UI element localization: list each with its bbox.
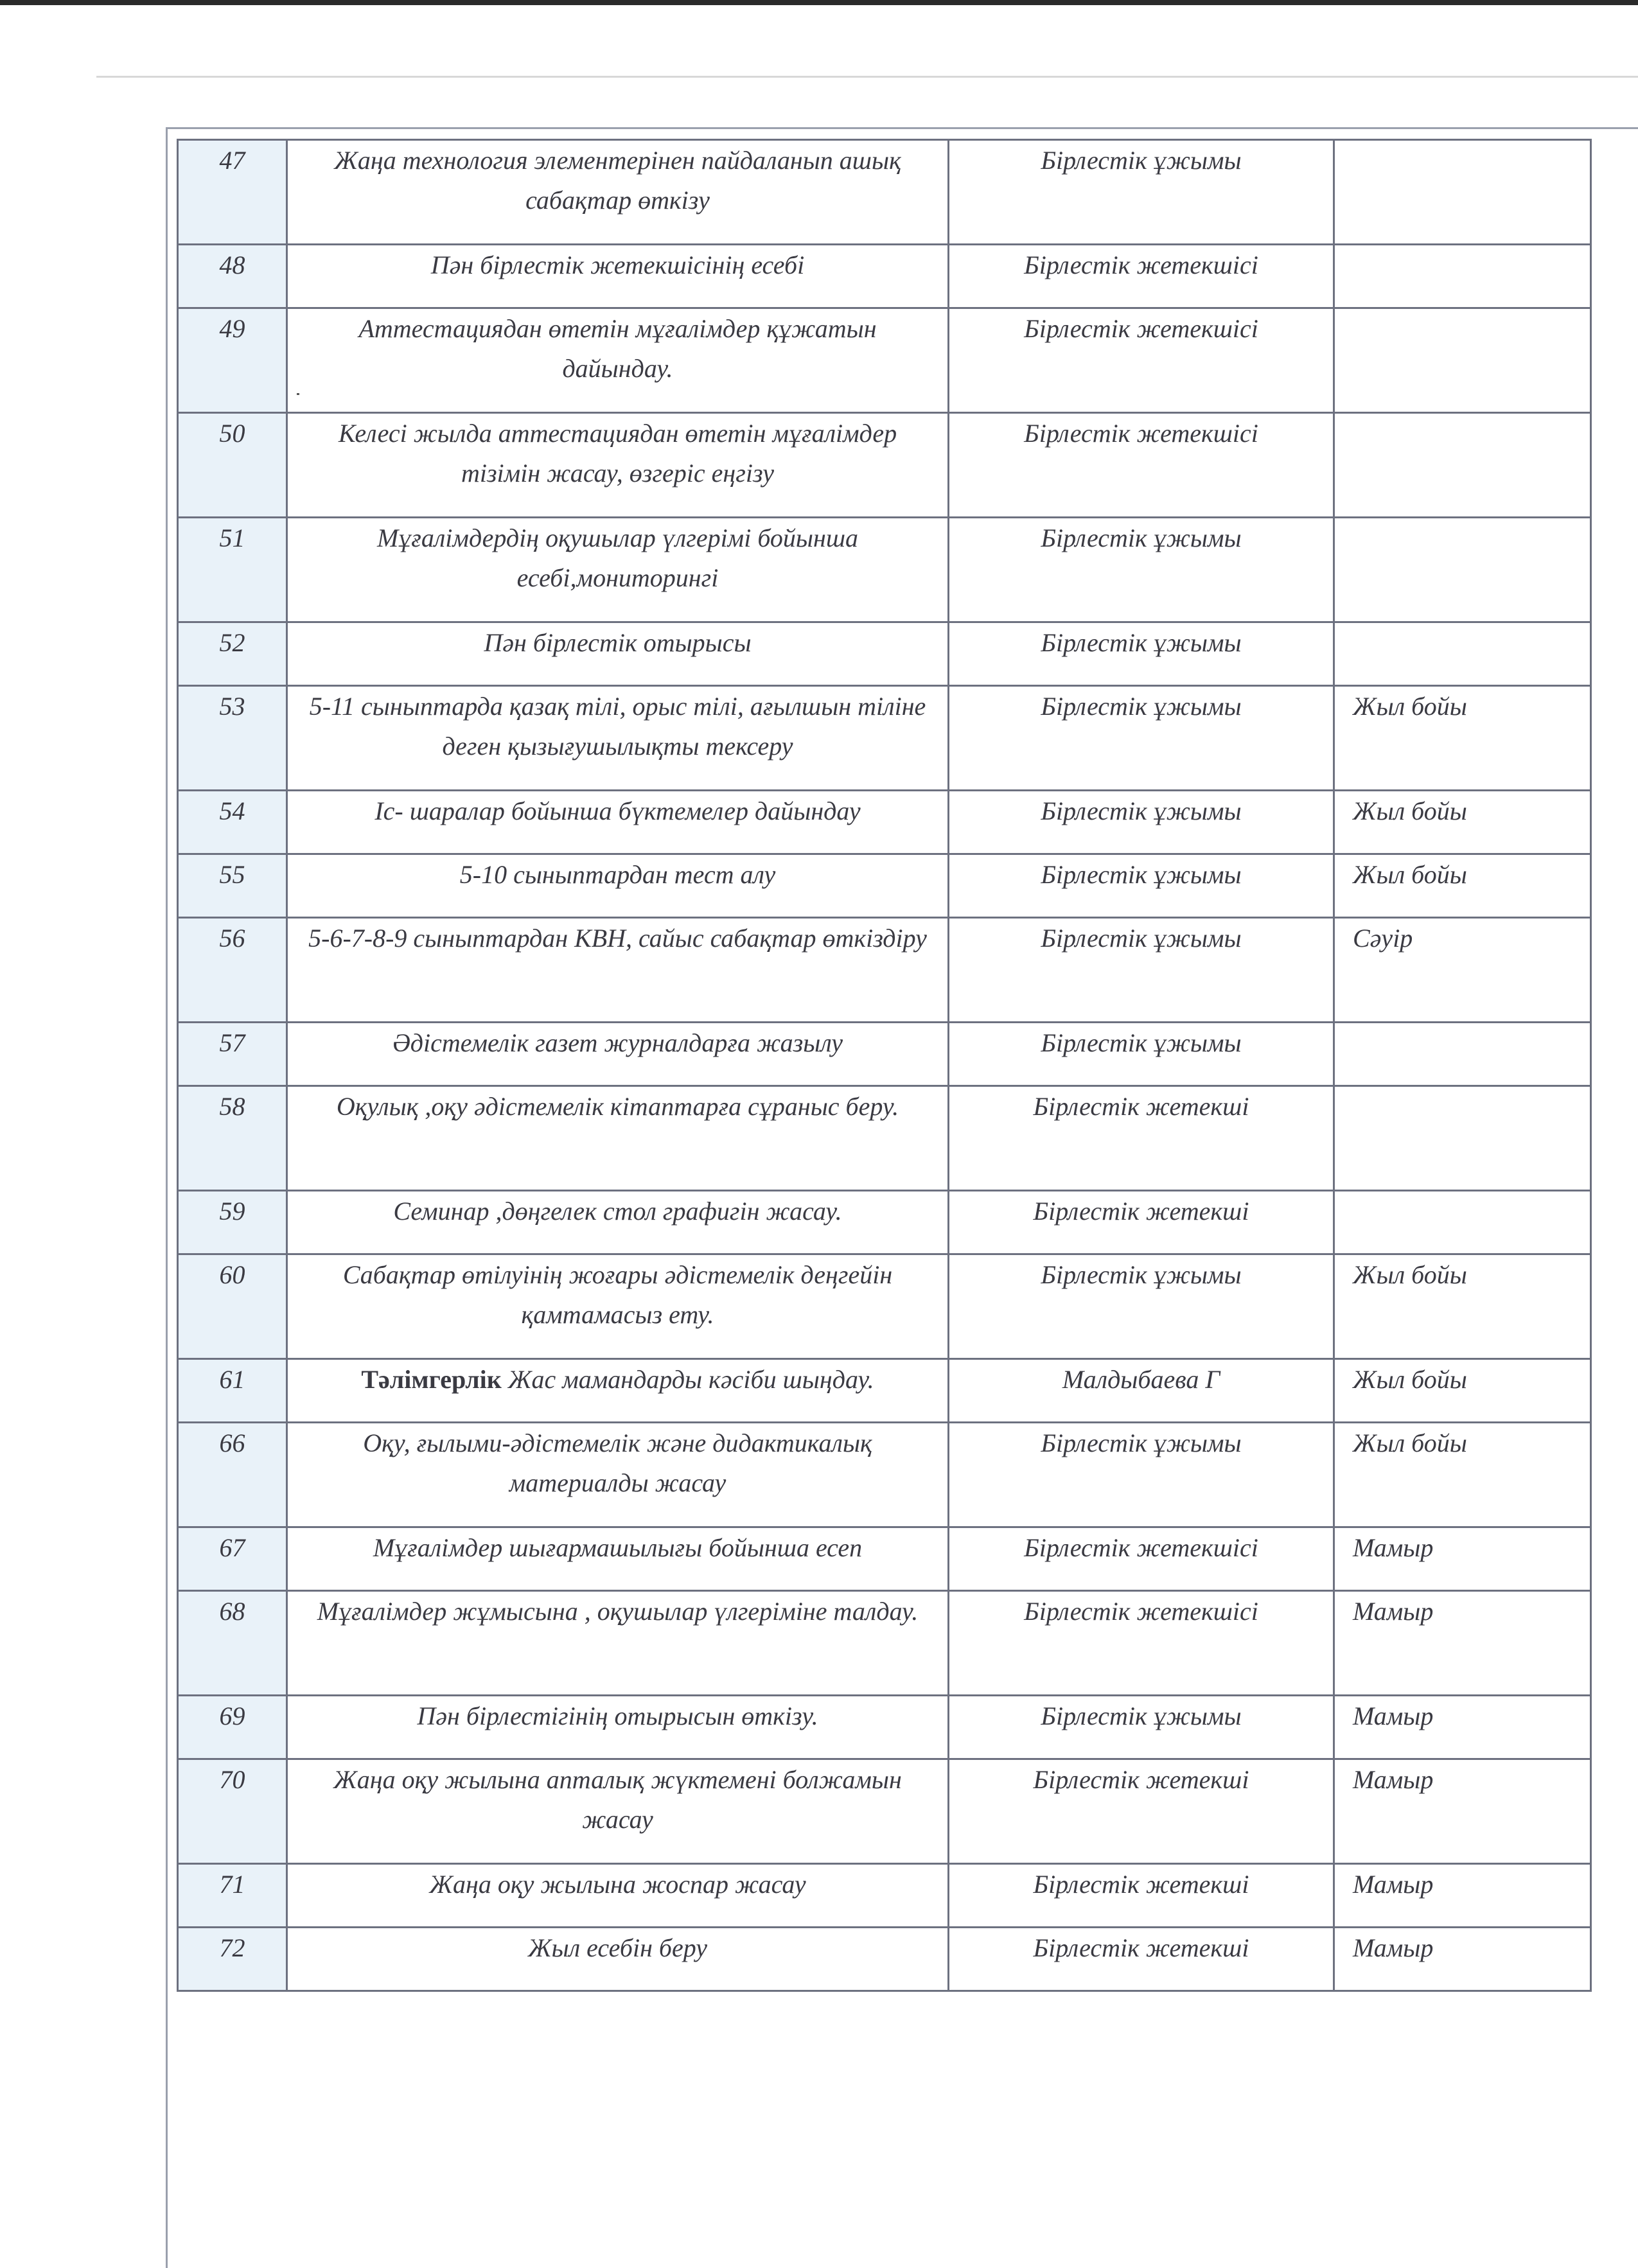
- term-cell: Мамыр: [1334, 1928, 1591, 1991]
- row-number: 71: [178, 1864, 287, 1928]
- event-text: Пән бірлестік отырысы: [484, 628, 752, 657]
- event-cell: [287, 1023, 949, 1086]
- row-number: 55: [178, 854, 287, 918]
- scan-top-edge: [0, 0, 1638, 5]
- event-text: Оқу, ғылыми-әдістемелік және дидактикалық материалды жасау: [363, 1428, 872, 1497]
- row-number: 60: [178, 1254, 287, 1359]
- term-cell: Сәуір: [1334, 918, 1591, 1023]
- table-row: [178, 686, 1591, 791]
- table-row: [178, 1527, 1591, 1591]
- responsible-cell: Бірлестік ұжымы: [949, 854, 1334, 918]
- term-cell: Жыл бойы: [1334, 686, 1591, 791]
- term-cell: Жыл бойы: [1334, 1254, 1591, 1359]
- table-row: [178, 1191, 1591, 1254]
- table-row: [178, 413, 1591, 518]
- work-plan-body: [178, 140, 1591, 1991]
- event-text: Жаңа оқу жылына жоспар жасау: [429, 1870, 806, 1899]
- event-cell: [287, 140, 949, 245]
- responsible-cell: Бірлестік жетекші: [949, 1928, 1334, 1991]
- table-row: [178, 918, 1591, 1023]
- row-number: 59: [178, 1191, 287, 1254]
- event-cell: [287, 622, 949, 686]
- responsible-cell: Бірлестік ұжымы: [949, 622, 1334, 686]
- table-row: [178, 140, 1591, 245]
- table-row: [178, 1591, 1591, 1696]
- table-row: [178, 518, 1591, 622]
- responsible-cell: Бірлестік ұжымы: [949, 1423, 1334, 1527]
- term-cell: Мамыр: [1334, 1696, 1591, 1759]
- event-text: Пән бірлестігінің отырысын өткізу.: [417, 1701, 818, 1730]
- row-number: 56: [178, 918, 287, 1023]
- responsible-cell: Бірлестік жетекшісі: [949, 1527, 1334, 1591]
- event-cell: [287, 791, 949, 854]
- term-cell: [1334, 308, 1591, 413]
- event-cell: [287, 1359, 949, 1423]
- term-cell: Жыл бойы: [1334, 1359, 1591, 1423]
- table-row: [178, 1759, 1591, 1864]
- term-cell: Жыл бойы: [1334, 854, 1591, 918]
- table-row: [178, 245, 1591, 308]
- row-number: 61: [178, 1359, 287, 1423]
- responsible-cell: Малдыбаева Г: [949, 1359, 1334, 1423]
- event-cell: [287, 1759, 949, 1864]
- row-number: 53: [178, 686, 287, 791]
- term-cell: Мамыр: [1334, 1591, 1591, 1696]
- row-number: 67: [178, 1527, 287, 1591]
- table-row: [178, 1254, 1591, 1359]
- row-number: 58: [178, 1086, 287, 1191]
- row-number: 51: [178, 518, 287, 622]
- event-cell: [287, 1191, 949, 1254]
- term-cell: Мамыр: [1334, 1864, 1591, 1928]
- term-cell: Мамыр: [1334, 1759, 1591, 1864]
- table-row: [178, 622, 1591, 686]
- row-number: 57: [178, 1023, 287, 1086]
- term-cell: Мамыр: [1334, 1527, 1591, 1591]
- responsible-cell: Бірлестік ұжымы: [949, 918, 1334, 1023]
- scan-fold-line: [96, 76, 1638, 78]
- event-text: Семинар ,дөңгелек стол графигін жасау.: [393, 1197, 842, 1226]
- table-row: [178, 1864, 1591, 1928]
- event-text: 5-10 сыныптардан тест алу: [459, 860, 776, 889]
- event-cell: [287, 308, 949, 413]
- event-cell: [287, 854, 949, 918]
- responsible-cell: Бірлестік ұжымы: [949, 791, 1334, 854]
- term-cell: [1334, 518, 1591, 622]
- responsible-cell: Бірлестік жетекші: [949, 1759, 1334, 1864]
- table-row: [178, 1359, 1591, 1423]
- responsible-cell: Бірлестік жетекші: [949, 1086, 1334, 1191]
- term-cell: Жыл бойы: [1334, 791, 1591, 854]
- table-row: [178, 1928, 1591, 1991]
- event-text: Жаңа оқу жылына апталық жүктемені болжамын жасау: [333, 1765, 902, 1834]
- table-row: [178, 1023, 1591, 1086]
- responsible-cell: Бірлестік жетекшісі: [949, 413, 1334, 518]
- row-number: 70: [178, 1759, 287, 1864]
- row-number: 52: [178, 622, 287, 686]
- responsible-cell: Бірлестік ұжымы: [949, 686, 1334, 791]
- event-cell: [287, 1254, 949, 1359]
- event-lead-word: Тәлімгерлік: [361, 1365, 502, 1394]
- row-number: 54: [178, 791, 287, 854]
- row-number: 48: [178, 245, 287, 308]
- term-cell: [1334, 1191, 1591, 1254]
- event-cell: [287, 1527, 949, 1591]
- event-cell: [287, 1423, 949, 1527]
- event-text: Жаңа технология элементерінен пайдаланып ашық сабақтар өткізу: [334, 146, 901, 215]
- row-number: 47: [178, 140, 287, 245]
- term-cell: Жыл бойы: [1334, 1423, 1591, 1527]
- event-text: Әдістемелік газет журналдарға жазылу: [392, 1028, 843, 1057]
- event-text: Мұғалімдердің оқушылар үлгерімі бойынша есебі,мониторингі: [376, 523, 859, 592]
- event-cell: [287, 1591, 949, 1696]
- term-cell: [1334, 622, 1591, 686]
- table-row: [178, 854, 1591, 918]
- event-text: Пән бірлестік жетекшісінің есебі: [430, 251, 805, 279]
- event-text: Іс- шаралар бойынша бүктемелер дайындау: [374, 796, 861, 825]
- event-cell: [287, 1864, 949, 1928]
- event-cell: [287, 1928, 949, 1991]
- table-row: [178, 308, 1591, 413]
- responsible-cell: Бірлестік ұжымы: [949, 1254, 1334, 1359]
- event-text: Оқулық ,оқу әдістемелік кітаптарға сұраныс беру.: [336, 1092, 899, 1121]
- event-text: Келесі жылда аттестациядан өтетін мұғалімдер тізімін жасау, өзгеріс еңгізу: [338, 419, 897, 488]
- event-cell: [287, 245, 949, 308]
- event-text: Жас мамандарды кәсіби шыңдау.: [507, 1365, 874, 1394]
- event-text: 5-11 сыныптарда қазақ тілі, орыс тілі, ағылшын тіліне деген қызығушылықты тексеру: [309, 692, 926, 760]
- row-number: 66: [178, 1423, 287, 1527]
- term-cell: [1334, 245, 1591, 308]
- responsible-cell: Бірлестік ұжымы: [949, 518, 1334, 622]
- row-number: 72: [178, 1928, 287, 1991]
- event-cell: [287, 918, 949, 1023]
- term-cell: [1334, 413, 1591, 518]
- responsible-cell: Бірлестік жетекшісі: [949, 245, 1334, 308]
- table-row: [178, 791, 1591, 854]
- event-cell: [287, 518, 949, 622]
- table-row: [178, 1086, 1591, 1191]
- responsible-cell: Бірлестік ұжымы: [949, 140, 1334, 245]
- event-cell: [287, 413, 949, 518]
- responsible-cell: Бірлестік ұжымы: [949, 1696, 1334, 1759]
- row-number: 69: [178, 1696, 287, 1759]
- event-text: Сабақтар өтілуінің жоғары әдістемелік деңгейін қамтамасыз ету.: [342, 1260, 893, 1329]
- row-number: 49: [178, 308, 287, 413]
- table-row: [178, 1423, 1591, 1527]
- responsible-cell: Бірлестік жетекшісі: [949, 308, 1334, 413]
- term-cell: [1334, 140, 1591, 245]
- event-text: Жыл есебін беру: [527, 1933, 708, 1962]
- event-text: Аттестациядан өтетін мұғалімдер құжатын дайындау.: [358, 314, 877, 383]
- work-plan-table: [177, 139, 1592, 1992]
- event-text: 5-6-7-8-9 сыныптардан КВН, сайыс сабақтар өткіздіру: [308, 924, 927, 953]
- row-number: 68: [178, 1591, 287, 1696]
- responsible-cell: Бірлестік ұжымы: [949, 1023, 1334, 1086]
- responsible-cell: Бірлестік жетекші: [949, 1191, 1334, 1254]
- event-text: Мұғалімдер жұмысына , оқушылар үлгеріміне талдау.: [317, 1597, 919, 1626]
- event-cell: [287, 1696, 949, 1759]
- table-row: [178, 1696, 1591, 1759]
- term-cell: [1334, 1023, 1591, 1086]
- responsible-cell: Бірлестік жетекші: [949, 1864, 1334, 1928]
- term-cell: [1334, 1086, 1591, 1191]
- event-cell: [287, 686, 949, 791]
- event-text: Мұғалімдер шығармашылығы бойынша есеп: [373, 1533, 863, 1562]
- event-cell: [287, 1086, 949, 1191]
- row-number: 50: [178, 413, 287, 518]
- responsible-cell: Бірлестік жетекшісі: [949, 1591, 1334, 1696]
